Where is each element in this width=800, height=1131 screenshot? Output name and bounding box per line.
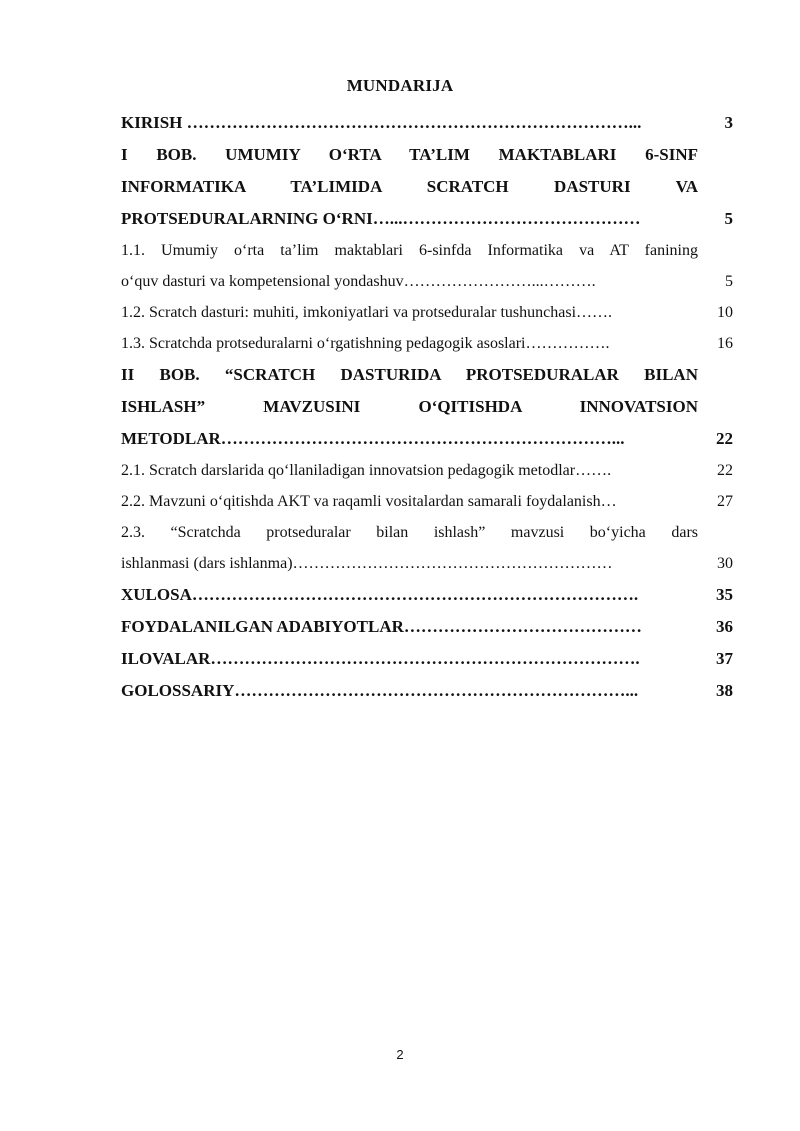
toc-entry-page: 27 <box>717 493 733 510</box>
toc-entry-2-3 <box>121 517 733 579</box>
toc-entry-line: II BOB. “SCRATCH DASTURIDA PROTSEDURALAR BILAN <box>121 365 698 384</box>
toc-entry-page: 22 <box>716 429 733 448</box>
toc-entry-bob2 <box>121 359 733 455</box>
toc-entry-adabiyotlar <box>121 611 733 643</box>
toc-entry-text: 2.1. Scratch darslarida qo‘llaniladigan innovatsion pedagogik metodlar……. <box>121 462 612 479</box>
toc-entry-page: 36 <box>716 617 733 636</box>
toc-entry-page: 10 <box>717 304 733 321</box>
toc-entry-line: 1.1. Umumiy o‘rta ta’lim maktablari 6-sinfda Informatika va AT fanining <box>121 242 698 259</box>
toc-entry-text: 1.3. Scratchda protseduralarni o‘rgatishning pedagogik asoslari……………. <box>121 335 610 352</box>
toc-entry-text <box>121 517 698 579</box>
toc-entry-1-2 <box>121 297 733 328</box>
toc-entry-page: 30 <box>717 555 733 572</box>
toc-entry-page: 22 <box>717 462 733 479</box>
toc-entry-text <box>121 235 698 297</box>
toc-entry-2-1 <box>121 455 733 486</box>
toc-entry-1-3 <box>121 328 733 359</box>
toc-entry-line: ishlanmasi (dars ishlanma)…………………………………………………… <box>121 555 613 572</box>
toc-entry-text: GOLOSSARIY……………………………………………………………... <box>121 681 639 700</box>
toc-entry-line: METODLAR……………………………………………………………... <box>121 429 625 448</box>
table-of-contents <box>121 107 733 707</box>
toc-entry-page: 16 <box>717 335 733 352</box>
toc-entry-kirish <box>121 107 733 139</box>
toc-entry-page: 37 <box>716 649 733 668</box>
document-title: MUNDARIJA <box>346 76 454 95</box>
toc-entry-text: KIRISH ……………………………………………………………………... <box>121 113 642 132</box>
toc-entry-text <box>121 139 698 235</box>
toc-entry-page: 35 <box>716 585 733 604</box>
page-number: 2 <box>396 1047 404 1062</box>
toc-entry-ilovalar <box>121 643 733 675</box>
toc-entry-page: 3 <box>724 113 733 132</box>
toc-entry-text: 1.2. Scratch dasturi: muhiti, imkoniyatlari va protseduralar tushunchasi……. <box>121 304 613 321</box>
toc-entry-line: I BOB. UMUMIY O‘RTA TA’LIM MAKTABLARI 6-SINF <box>121 145 698 164</box>
toc-entry-page: 5 <box>725 273 733 290</box>
toc-entry-line: 2.3. “Scratchda protseduralar bilan ishlash” mavzusi bo‘yicha dars <box>121 524 698 541</box>
toc-entry-bob1 <box>121 139 733 235</box>
toc-entry-line: INFORMATIKA TA’LIMIDA SCRATCH DASTURI VA <box>121 177 698 196</box>
toc-entry-text: ILOVALAR…………………………………………………………………. <box>121 649 640 668</box>
toc-entry-text: 2.2. Mavzuni o‘qitishda AKT va raqamli vositalardan samarali foydalanish… <box>121 493 617 510</box>
toc-entry-line: ISHLASH” MAVZUSINI O‘QITISHDA INNOVATSION <box>121 397 698 416</box>
toc-entry-line: PROTSEDURALARNING O‘RNI…...…………………………………… <box>121 209 641 228</box>
toc-entry-2-2 <box>121 486 733 517</box>
toc-entry-page: 5 <box>724 209 733 228</box>
toc-entry-text <box>121 359 698 455</box>
toc-entry-line: o‘quv dasturi va kompetensional yondashuv……………………...………. <box>121 273 596 290</box>
toc-entry-text: XULOSA……………………………………………………………………. <box>121 585 639 604</box>
toc-entry-1-1 <box>121 235 733 297</box>
toc-entry-page: 38 <box>716 681 733 700</box>
toc-entry-text: FOYDALANILGAN ADABIYOTLAR…………………………………… <box>121 617 642 636</box>
toc-entry-golossariy <box>121 675 733 707</box>
toc-entry-xulosa <box>121 579 733 611</box>
